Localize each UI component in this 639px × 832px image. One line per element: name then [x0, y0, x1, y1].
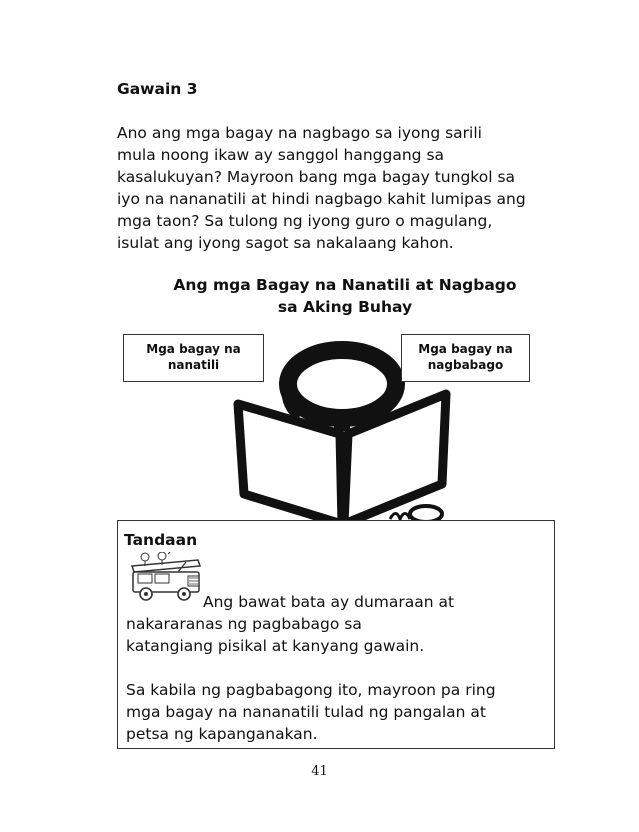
box-label-line: Mga bagay na — [418, 342, 513, 356]
box-label-line: Mga bagay na — [146, 342, 241, 356]
remember-line: mga bagay na nananatili tulad ng pangalan at — [126, 703, 486, 721]
activity-title-line1: Ang mga Bagay na Nanatili at Nagbago — [173, 276, 517, 294]
instruction-line: iyo na nananatili at hindi nagbago kahit lumipas ang — [117, 190, 526, 208]
instruction-line: mga taon? Sa tulong ng iyong guro o magulang, — [117, 212, 493, 230]
instructions-paragraph — [117, 122, 567, 254]
box-label-nanatili — [123, 334, 264, 382]
instruction-line: isulat ang iyong sagot sa nakalaang kahon. — [117, 234, 454, 252]
activity-title — [150, 274, 540, 318]
instruction-line: mula noong ikaw ay sanggol hanggang sa — [117, 146, 445, 164]
box-label-line: nagbabago — [427, 358, 504, 372]
remember-text — [126, 591, 496, 745]
box-label-line: nanatili — [167, 358, 220, 372]
remember-line: nakararanas ng pagbabago sa — [126, 615, 362, 633]
paragraph-gap — [126, 657, 496, 679]
instruction-line: kasalukuyan? Mayroon bang mga bagay tungkol sa — [117, 168, 516, 186]
box-label-nagbabago — [401, 334, 530, 382]
remember-title: Tandaan — [124, 531, 198, 549]
remember-line: Sa kabila ng pagbabagong ito, mayroon pa ring — [126, 681, 496, 699]
activity-title-line2: sa Aking Buhay — [277, 298, 413, 316]
remember-line: petsa ng kapanganakan. — [126, 725, 318, 743]
remember-line: Ang bawat bata ay dumaraan at — [203, 593, 455, 611]
page-number: 41 — [311, 764, 328, 779]
instruction-line: Ano ang mga bagay na nagbago sa iyong sarili — [117, 124, 482, 142]
activity-heading: Gawain 3 — [117, 80, 198, 98]
remember-line: katangiang pisikal at kanyang gawain. — [126, 637, 425, 655]
